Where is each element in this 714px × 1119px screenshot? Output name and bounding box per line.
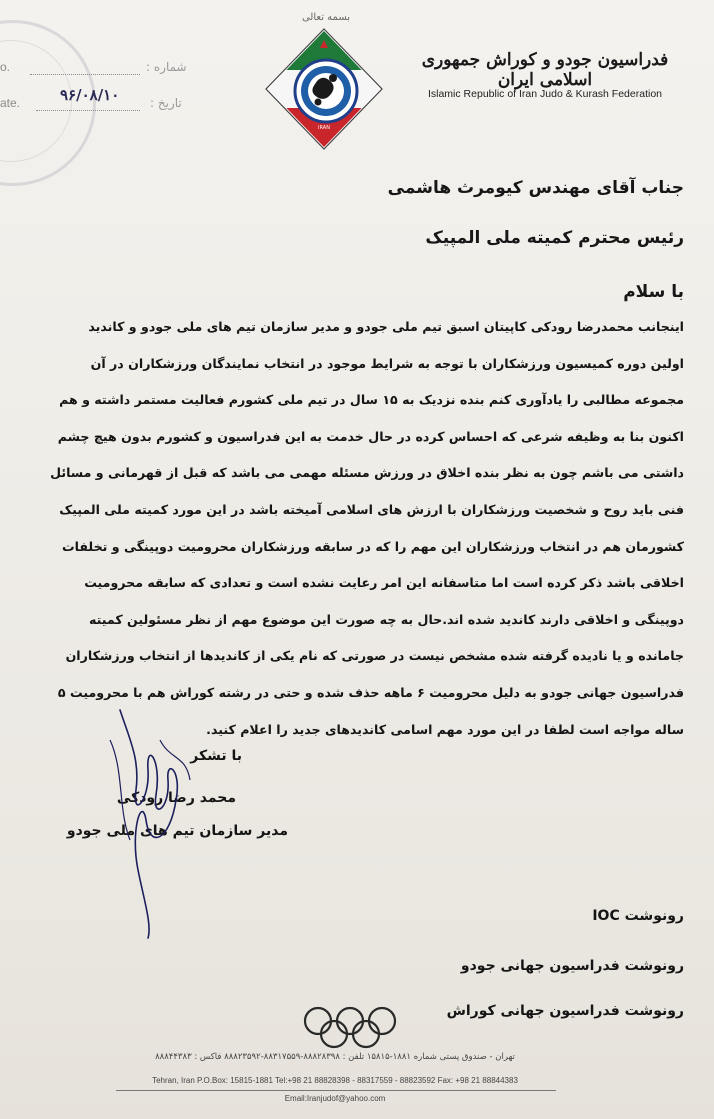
body-line: اینجانب محمدرضا رودکی کاپیتان اسبق تیم ملی جودو و مدیر سازمان تیم های ملی جودو و کاندید	[88, 319, 684, 334]
body-line: فدراسیون جهانی جودو به دلیل محرومیت ۶ ماهه حذف شده و حتی در رشته کوراش هم با محرومیت ۵	[57, 684, 684, 700]
body-line: فنی باید روح و شخصیت ورزشکاران با ارزش های اسلامی آمیخته باشد در این مورد کمیته ملی المپیک	[59, 501, 684, 517]
handwritten-signature	[90, 700, 200, 940]
body-line: ساله مواجه است لطفا در این مورد مهم اسامی کاندیدهای جدید را اعلام کنید.	[206, 721, 684, 737]
signer-name: محمد رضا رودکی	[116, 790, 236, 806]
signer-title: مدیر سازمان تیم های ملی جودو	[66, 823, 288, 839]
number-label: شماره :	[146, 60, 187, 74]
date-label-en: ate.	[0, 96, 21, 110]
cc-ijf: رونوشت فدراسیون جهانی جودو	[460, 958, 684, 974]
body-line: اکنون بنا به وظیفه شرعی که احساس کرده در حال خدمت به این فدراسیون و کشورم بدون هیچ چشم	[57, 428, 684, 444]
olympic-rings-icon	[300, 1003, 400, 1051]
date-label: تاریخ :	[150, 96, 182, 110]
body-line: مجموعه مطالبی را یادآوری کنم بنده نزدیک به ۱۵ سال در تیم ملی کشورم فعالیت مستمر داشته و هم	[59, 392, 684, 408]
body-line: اخلاقی باشد ذکر کرده است اما متاسفانه این امر رعایت نشده است و تعدادی که سابقه محرومیت	[84, 575, 684, 591]
body-line: داشتی می باشم چون به نظر بنده اخلاق در ورزش مسئله مهمی می باشد که قبل از قهرمانی و مسائل	[50, 465, 684, 481]
federation-name-en: Islamic Republic of Iran Judo & Kurash Federation	[427, 88, 663, 100]
number-label-en: o.	[0, 60, 11, 74]
recipient-name: جناب آقای مهندس کیومرث هاشمی	[387, 178, 684, 198]
greeting: با سلام	[623, 282, 684, 302]
footer-divider	[116, 1090, 556, 1091]
recipient-title: رئیس محترم کمیته ملی المپیک	[425, 228, 684, 248]
body-line: اولین دوره کمیسیون ورزشکاران با توجه به شرایط موجود در انتخاب نمایندگان ورزشکاران در آن	[90, 355, 684, 371]
footer-email: Email:Iranjudof@yahoo.com	[284, 1094, 386, 1103]
footer-address-en: Tehran, Iran P.O.Box: 15815-1881 Tel:+98 21 88828398 - 88317559 - 88823592 Fax: +98 21 88844383	[152, 1076, 518, 1085]
closing-thanks: با تشکر	[190, 748, 242, 764]
body-line: کشورمان هم در انتخاب ورزشکاران این مهم را که در سابقه ورزشکاران محرومیت دوپینگی و تخلفات	[61, 538, 684, 554]
cc-kurash: رونوشت فدراسیون جهانی کوراش	[446, 1003, 684, 1019]
body-line: جامانده و یا نادیده گرفته شده مشخص نیست در صورتی که نام یکی از کاندیدها از انتخاب ورزشکاران	[65, 648, 684, 664]
body-line: دوپینگی و اخلاقی دارند کاندید شده اند.حال به چه صورت این موضوع مهم از نظر مسئولین کمیته	[88, 611, 684, 627]
federation-name-fa: فدراسیون جودو و کوراش جمهوری اسلامی ایران	[421, 50, 669, 90]
letter-date: ۹۶/۰۸/۱۰	[60, 86, 120, 104]
footer-address-fa: تهران - صندوق پستی شماره ۱۸۸۱-۱۵۸۱۵ تلفن : ۸۸۸۲۸۳۹۸-۸۸۳۱۷۵۵۹-۸۸۸۲۳۵۹۲ فاکس : ۸۸۸۴۴۳۸۳	[155, 1052, 515, 1062]
svg-text:IRAN: IRAN	[318, 125, 330, 131]
signature-block	[0, 0, 300, 1119]
basmala: بسمه تعالی	[301, 12, 351, 23]
cc-ioc: رونوشت IOC	[592, 908, 684, 924]
